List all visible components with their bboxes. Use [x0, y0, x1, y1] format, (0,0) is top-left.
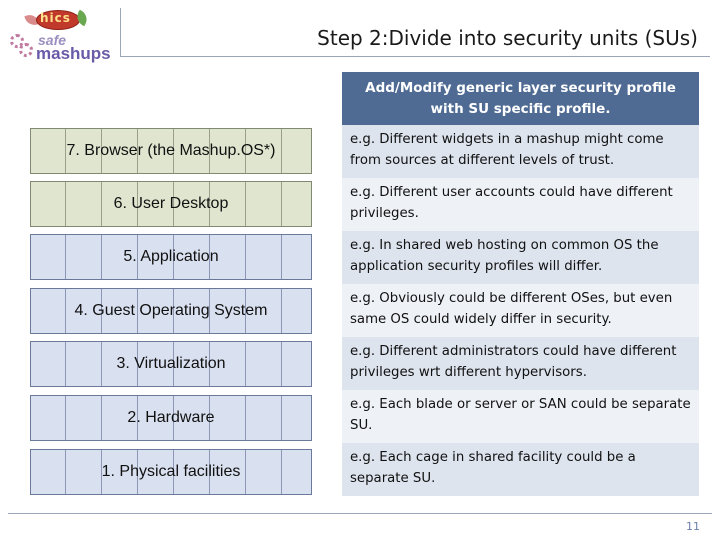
layer-application	[30, 234, 312, 280]
layer-label: 5. Application	[123, 248, 219, 265]
example-text: e.g. Each cage in shared facility could be a separate SU.	[350, 450, 636, 486]
layer-browser	[30, 128, 312, 174]
title-divider	[120, 56, 710, 57]
example-text: e.g. Different user accounts could have different privileges.	[350, 185, 673, 221]
profile-header-text: Add/Modify generic layer security profile with SU specific profile.	[365, 79, 676, 117]
example-text: e.g. In shared web hosting on common OS the application security profiles will differ.	[350, 238, 659, 274]
layer-label: 3. Virtualization	[116, 355, 226, 372]
layer-virtualization	[30, 341, 312, 387]
footer-divider	[8, 513, 712, 514]
example-cell-browser	[342, 125, 699, 178]
title-divider-vertical	[120, 8, 121, 56]
page-number: 11	[686, 520, 700, 533]
example-cell-application	[342, 231, 699, 284]
layer-label: 4. Guest Operating System	[74, 302, 268, 319]
layer-label: 7. Browser (the Mashup.OS*)	[66, 142, 276, 159]
layer-label: 2. Hardware	[127, 409, 215, 426]
safe-mashups-logo	[6, 4, 116, 64]
layer-guest-os	[30, 288, 312, 334]
example-text: e.g. Different widgets in a mashup might come from sources at different levels of trust.	[350, 132, 664, 168]
hics-badge	[26, 8, 86, 30]
slide-title: Step 2:Divide into security units (SUs)	[317, 26, 698, 50]
layer-hardware	[30, 395, 312, 441]
logo-word-mashups: mashups	[36, 44, 111, 63]
example-text: e.g. Obviously could be different OSes, but even same OS could widely differ in security.	[350, 291, 673, 327]
layer-label: 1. Physical facilities	[101, 463, 241, 480]
example-cell-hardware	[342, 390, 699, 443]
layer-label: 6. User Desktop	[113, 195, 229, 212]
layer-physical-facilities	[30, 449, 312, 495]
example-text: e.g. Each blade or server or SAN could be separate SU.	[350, 397, 691, 433]
example-cell-user-desktop	[342, 178, 699, 231]
example-cell-virtualization	[342, 337, 699, 390]
example-cell-physical-facilities	[342, 443, 699, 496]
hics-badge-text: hics	[40, 11, 71, 25]
logo-word-safe: safe	[38, 32, 67, 48]
layer-user-desktop	[30, 181, 312, 227]
example-cell-guest-os	[342, 284, 699, 337]
gears-icon	[10, 34, 36, 60]
profile-header-cell	[342, 72, 699, 125]
example-text: e.g. Different administrators could have different privileges wrt different hypervisors.	[350, 344, 677, 380]
